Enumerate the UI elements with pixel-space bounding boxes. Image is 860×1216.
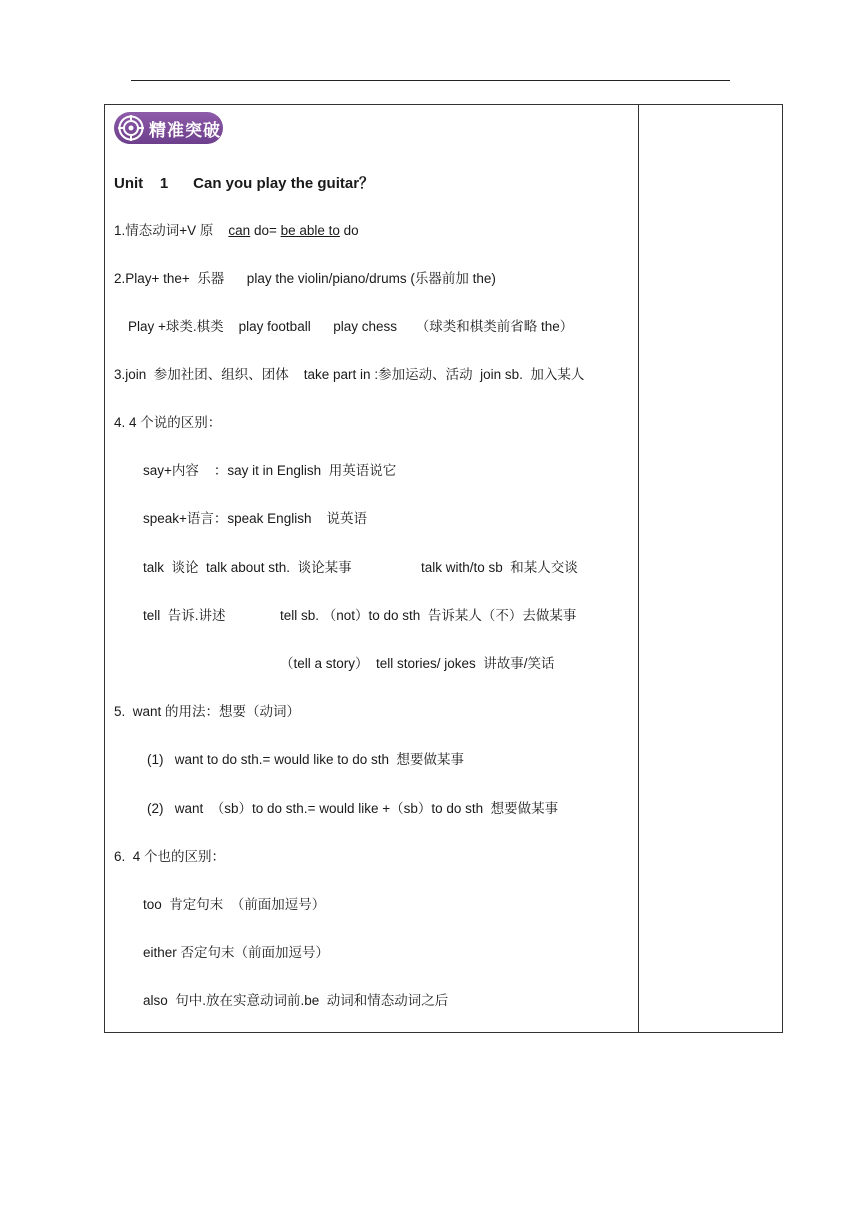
note-line-10: （tell a story） tell stories/ jokes 讲故事/笑话 xyxy=(280,656,555,671)
note-line-8a: talk 谈论 talk about sth. 谈论某事 xyxy=(143,560,352,575)
note-line-13: (2) want （sb）to do sth.= would like +（sb）to do sth 想要做某事 xyxy=(147,801,559,816)
section-badge xyxy=(114,112,223,144)
note-line-4: 3.join 参加社团、组织、团体 take part in :参加运动、活动 join sb. 加入某人 xyxy=(114,367,585,382)
note-line-6: say+内容 ：say it in English 用英语说它 xyxy=(143,463,397,478)
column-divider xyxy=(638,105,639,1032)
note-line-12: (1) want to do sth.= would like to do sth 想要做某事 xyxy=(147,752,465,767)
header-rule xyxy=(131,80,730,81)
note-1-suffix: do xyxy=(339,223,359,238)
note-line-2: 2.Play+ the+ 乐器 play the violin/piano/drums (乐器前加 the) xyxy=(114,271,496,286)
note-1-can: can xyxy=(228,223,251,238)
note-line-5: 4. 4 个说的区别： xyxy=(114,415,222,430)
content-table xyxy=(104,104,783,1033)
badge-label: 精准突破 xyxy=(149,120,221,141)
note-line-9a: tell 告诉.讲述 xyxy=(143,608,226,623)
note-1-be-able-to: be able to xyxy=(280,223,340,238)
note-line-9b: tell sb. （not）to do sth 告诉某人（不）去做某事 xyxy=(280,608,577,623)
note-line-8b: talk with/to sb 和某人交谈 xyxy=(421,560,578,575)
note-line-1 xyxy=(114,223,359,239)
note-1-mid: do= xyxy=(250,223,281,238)
unit-title: Unit 1 Can you play the guitar？ xyxy=(114,175,375,192)
note-line-3: Play +球类.棋类 play football play chess （球类和棋类前省略 the） xyxy=(128,319,574,334)
note-line-11: 5. want 的用法：想要（动词） xyxy=(114,704,301,719)
note-line-14: 6. 4 个也的区别： xyxy=(114,849,226,864)
note-line-17: also 句中.放在实意动词前.be 动词和情态动词之后 xyxy=(143,993,449,1008)
note-line-16: either 否定句末（前面加逗号） xyxy=(143,945,330,960)
target-icon xyxy=(118,115,144,141)
note-line-15: too 肯定句末 （前面加逗号） xyxy=(143,897,326,912)
note-1-prefix: 1.情态动词+V 原 xyxy=(114,223,229,238)
note-line-7: speak+语言：speak English 说英语 xyxy=(143,511,367,526)
